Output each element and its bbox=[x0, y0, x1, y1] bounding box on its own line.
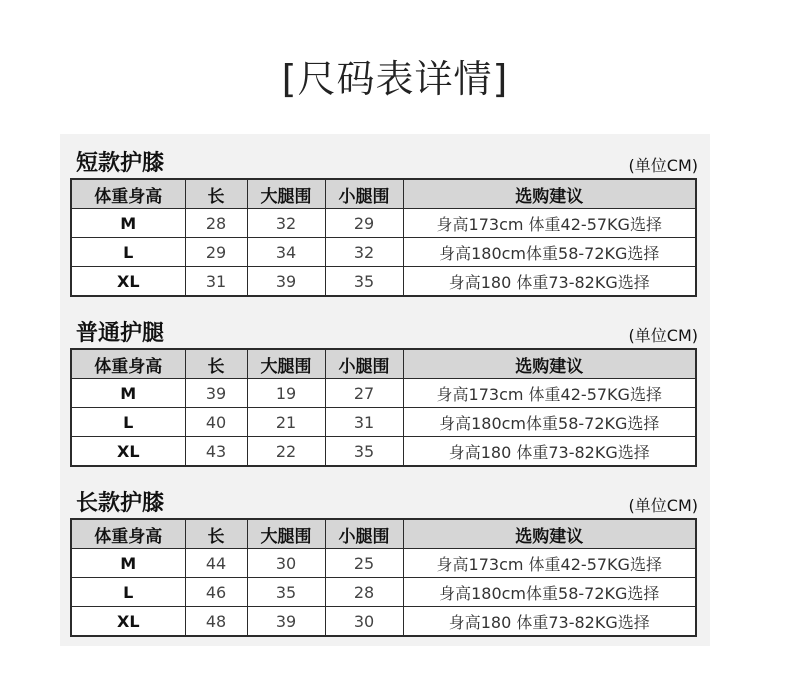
table-row bbox=[71, 209, 696, 238]
measure-cell: 44 bbox=[185, 549, 247, 578]
size-section bbox=[70, 310, 700, 467]
size-section bbox=[70, 140, 700, 297]
table-row bbox=[71, 379, 696, 408]
advice-cell: 身高173cm 体重42-57KG选择 bbox=[403, 209, 696, 238]
measure-cell: 28 bbox=[325, 578, 403, 607]
column-header: 选购建议 bbox=[403, 179, 696, 209]
table-row bbox=[71, 408, 696, 437]
size-label: L bbox=[71, 408, 185, 437]
measure-cell: 34 bbox=[247, 238, 325, 267]
measure-cell: 48 bbox=[185, 607, 247, 637]
column-header: 体重身高 bbox=[71, 519, 185, 549]
measure-cell: 27 bbox=[325, 379, 403, 408]
measure-cell: 39 bbox=[247, 267, 325, 297]
measure-cell: 30 bbox=[247, 549, 325, 578]
measure-cell: 29 bbox=[185, 238, 247, 267]
advice-cell: 身高180cm体重58-72KG选择 bbox=[403, 408, 696, 437]
column-header: 长 bbox=[185, 349, 247, 379]
measure-cell: 39 bbox=[247, 607, 325, 637]
header-row bbox=[71, 179, 696, 209]
section-header bbox=[70, 140, 700, 178]
size-label: L bbox=[71, 238, 185, 267]
column-header: 大腿围 bbox=[247, 179, 325, 209]
header-row bbox=[71, 349, 696, 379]
measure-cell: 40 bbox=[185, 408, 247, 437]
measure-cell: 32 bbox=[247, 209, 325, 238]
measure-cell: 28 bbox=[185, 209, 247, 238]
header-row bbox=[71, 519, 696, 549]
advice-cell: 身高180 体重73-82KG选择 bbox=[403, 607, 696, 637]
column-header: 长 bbox=[185, 519, 247, 549]
table-row bbox=[71, 238, 696, 267]
table-row bbox=[71, 267, 696, 297]
size-table bbox=[70, 178, 697, 297]
table-row bbox=[71, 437, 696, 467]
size-label: XL bbox=[71, 267, 185, 297]
measure-cell: 29 bbox=[325, 209, 403, 238]
column-header: 选购建议 bbox=[403, 349, 696, 379]
measure-cell: 46 bbox=[185, 578, 247, 607]
measure-cell: 25 bbox=[325, 549, 403, 578]
column-header: 体重身高 bbox=[71, 179, 185, 209]
advice-cell: 身高173cm 体重42-57KG选择 bbox=[403, 379, 696, 408]
page-title: [尺码表详情] bbox=[281, 57, 509, 101]
measure-cell: 35 bbox=[325, 437, 403, 467]
measure-cell: 35 bbox=[247, 578, 325, 607]
section-title: 普通护腿 bbox=[76, 321, 165, 346]
section-title: 长款护膝 bbox=[76, 491, 165, 516]
column-header: 小腿围 bbox=[325, 179, 403, 209]
column-header: 长 bbox=[185, 179, 247, 209]
advice-cell: 身高180 体重73-82KG选择 bbox=[403, 267, 696, 297]
measure-cell: 22 bbox=[247, 437, 325, 467]
measure-cell: 30 bbox=[325, 607, 403, 637]
section-header bbox=[70, 480, 700, 518]
column-header: 小腿围 bbox=[325, 349, 403, 379]
advice-cell: 身高180 体重73-82KG选择 bbox=[403, 437, 696, 467]
column-header: 大腿围 bbox=[247, 349, 325, 379]
measure-cell: 21 bbox=[247, 408, 325, 437]
unit-label: (单位CM) bbox=[628, 156, 698, 175]
size-label: M bbox=[71, 209, 185, 238]
section-header bbox=[70, 310, 700, 348]
size-section bbox=[70, 480, 700, 637]
size-label: M bbox=[71, 549, 185, 578]
column-header: 大腿围 bbox=[247, 519, 325, 549]
unit-label: (单位CM) bbox=[628, 326, 698, 345]
advice-cell: 身高180cm体重58-72KG选择 bbox=[403, 578, 696, 607]
advice-cell: 身高180cm体重58-72KG选择 bbox=[403, 238, 696, 267]
measure-cell: 39 bbox=[185, 379, 247, 408]
column-header: 体重身高 bbox=[71, 349, 185, 379]
column-header: 选购建议 bbox=[403, 519, 696, 549]
size-label: XL bbox=[71, 437, 185, 467]
size-label: L bbox=[71, 578, 185, 607]
measure-cell: 31 bbox=[185, 267, 247, 297]
size-label: M bbox=[71, 379, 185, 408]
advice-cell: 身高173cm 体重42-57KG选择 bbox=[403, 549, 696, 578]
table-row bbox=[71, 549, 696, 578]
measure-cell: 32 bbox=[325, 238, 403, 267]
table-row bbox=[71, 578, 696, 607]
measure-cell: 31 bbox=[325, 408, 403, 437]
measure-cell: 35 bbox=[325, 267, 403, 297]
table-row bbox=[71, 607, 696, 637]
size-label: XL bbox=[71, 607, 185, 637]
size-table bbox=[70, 348, 697, 467]
column-header: 小腿围 bbox=[325, 519, 403, 549]
measure-cell: 19 bbox=[247, 379, 325, 408]
measure-cell: 43 bbox=[185, 437, 247, 467]
section-title: 短款护膝 bbox=[76, 151, 165, 176]
unit-label: (单位CM) bbox=[628, 496, 698, 515]
size-table bbox=[70, 518, 697, 637]
